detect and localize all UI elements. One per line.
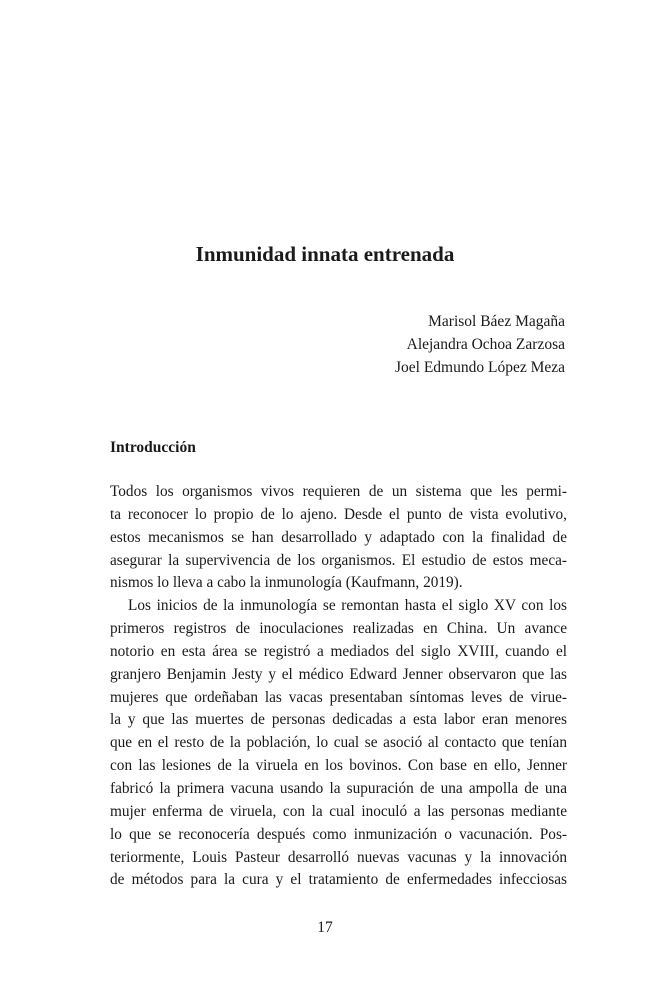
text-line: la y que las muertes de personas dedicadas a esta labor eran menores (110, 711, 567, 729)
text-line: asegurar la supervivencia de los organismos. El estudio de estos meca- (110, 551, 567, 569)
paragraph (110, 481, 567, 595)
text-line: mujeres que ordeñaban las vacas presentaban síntomas leves de virue- (110, 688, 567, 706)
section-heading: Introducción (110, 439, 196, 456)
text-line: de métodos para la cura y el tratamiento de enfermedades infecciosas (110, 871, 567, 889)
text-line: estos mecanismos se han desarrollado y adaptado con la finalidad de (110, 528, 567, 546)
text-line: lo que se reconocería después como inmunización o vacunación. Pos- (110, 825, 567, 843)
paragraph (110, 595, 567, 892)
text-line: primeros registros de inoculaciones realizadas en China. Un avance (110, 620, 567, 638)
chapter-title: Inmunidad innata entrenada (195, 242, 455, 266)
author-name: Marisol Báez Magaña (428, 313, 565, 330)
text-line: ta reconocer lo propio de lo ajeno. Desde el punto de vista evolutivo, (110, 505, 567, 523)
text-line: Los inicios de la inmunología se remontan hasta el siglo XV con los (128, 597, 567, 615)
body-text (110, 481, 567, 892)
text-line: mujer enferma de viruela, con la cual inoculó a las personas mediante (110, 802, 567, 820)
text-line: fabricó la primera vacuna usando la supuración de una ampolla de una (110, 779, 567, 797)
text-line: teriormente, Louis Pasteur desarrolló nuevas vacunas y la innovación (110, 848, 567, 866)
text-line: granjero Benjamin Jesty y el médico Edward Jenner observaron que las (110, 665, 567, 683)
page-number: 17 (317, 919, 333, 936)
author-list (395, 310, 565, 379)
author-name: Alejandra Ochoa Zarzosa (406, 336, 565, 353)
text-line: Todos los organismos vivos requieren de un sistema que les permi- (110, 483, 567, 500)
text-line: que en el resto de la población, lo cual se asoció al contacto que tenían (110, 734, 567, 752)
text-line: notorio en esta área se registró a mediados del siglo XVIII, cuando el (110, 642, 567, 660)
text-line: con las lesiones de la viruela en los bovinos. Con base en ello, Jenner (110, 757, 567, 775)
text-line: nismos lo lleva a cabo la inmunología (Kaufmann, 2019). (110, 574, 463, 592)
author-name: Joel Edmundo López Meza (394, 359, 565, 376)
